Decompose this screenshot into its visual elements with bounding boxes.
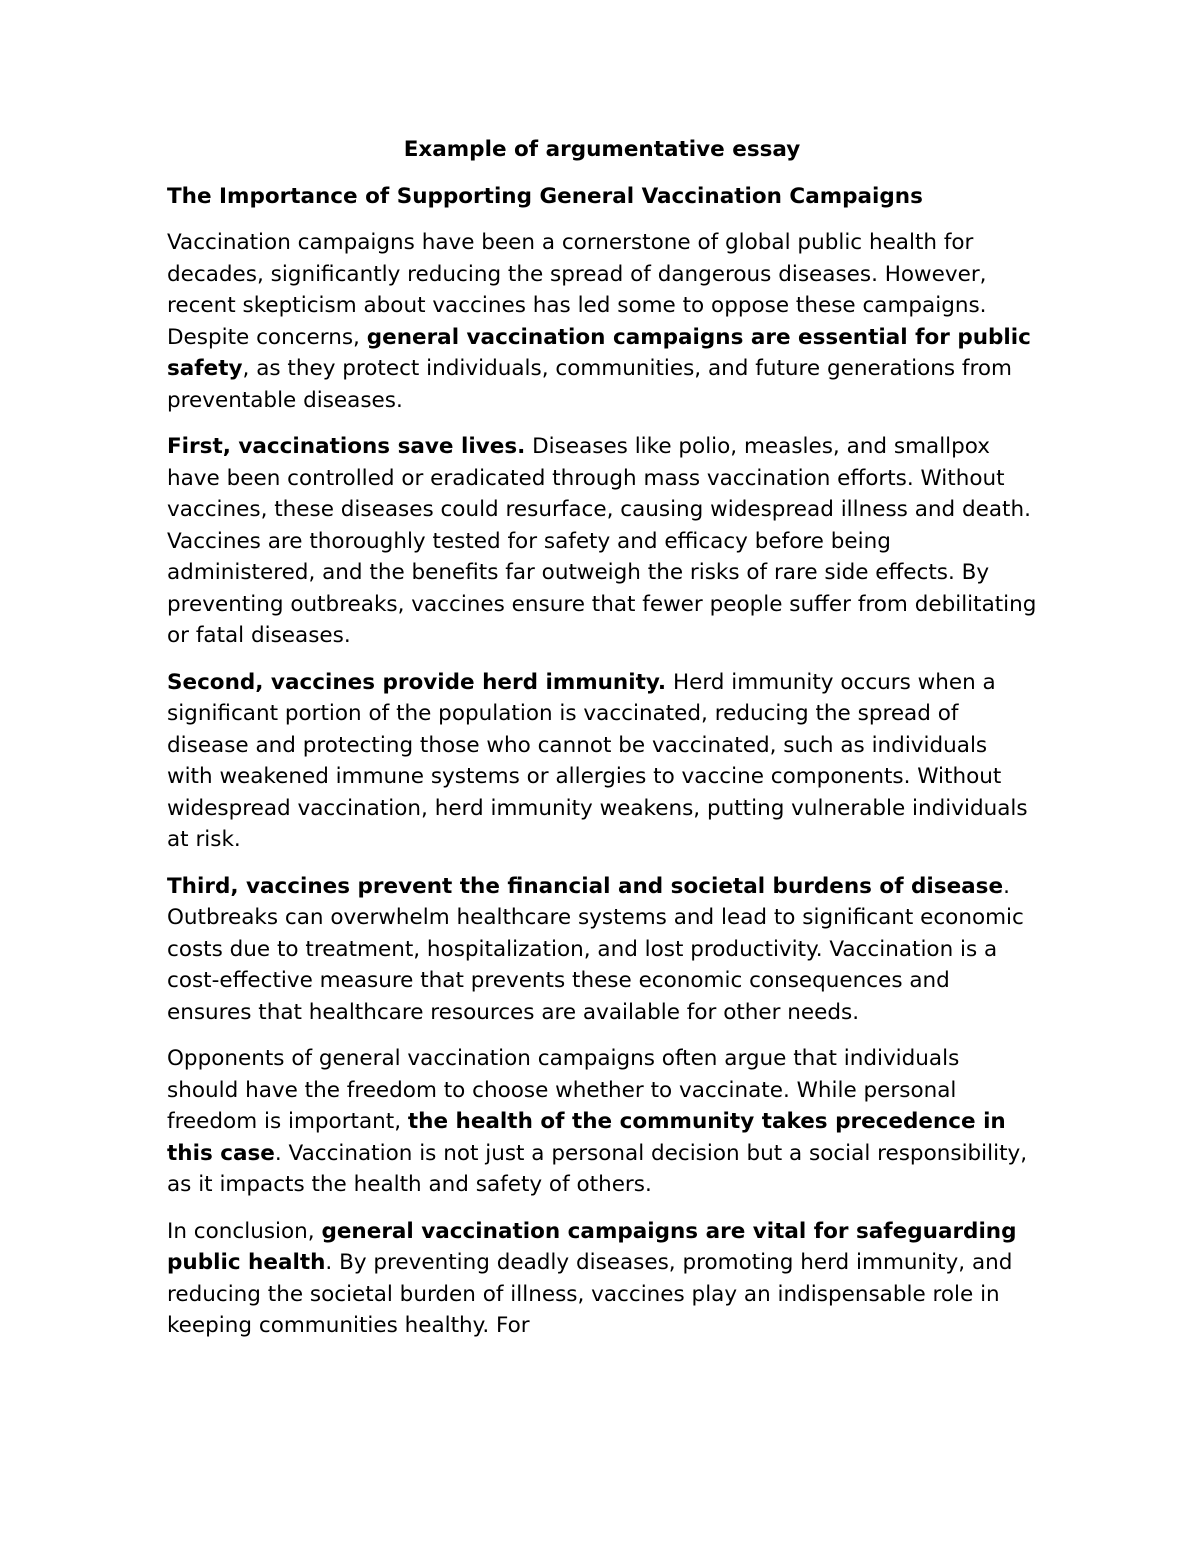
paragraph-text: Diseases like polio, measles, and smallpox have been controlled or eradicated through mass vaccination efforts. Without vaccines, these diseases could resurface, causing widespread illness and death. Vaccines are thoroughly tested for safety and efficacy before being administered, and the benefits far outweigh the risks of rare side effects. By preventing outbreaks, vaccines ensure that fewer people suffer from debilitating or fatal diseases. [167,434,1037,648]
paragraph-text: . By preventing deadly diseases, promoting herd immunity, and reducing the societal burden of illness, vaccines play an indispensable role in keeping communities healthy. For [167,1250,1013,1338]
paragraph-introduction [167,227,1037,416]
paragraph-bold-text: general vaccination campaigns are essential for public safety [167,324,1031,381]
paragraph-text: In conclusion, [167,1218,322,1244]
essay-title: The Importance of Supporting General Vaccination Campaigns [167,183,923,209]
paragraph-text: , as they protect individuals, communities, and future generations from preventable diseases. [167,356,1012,413]
paragraph-bold-text: general vaccination campaigns are vital for safeguarding public health [167,1218,1017,1275]
paragraph-bold-text: First, vaccinations save lives. [167,434,526,459]
paragraph-text: . Vaccination is not just a personal decision but a social responsibility, as it impacts the health and safety of others. [167,1140,1028,1197]
paragraph-bold-text: Second, vaccines provide herd immunity. [167,669,667,695]
paragraph-third-point [167,871,1037,1029]
paragraph-first-point [167,431,1037,652]
paragraph-text: . Outbreaks can overwhelm healthcare systems and lead to significant economic costs due to treatment, hospitalization, and lost productivity. Vaccination is a cost-effective measure that prevents these economic consequences and ensures that healthcare resources are available for other needs. [167,873,1024,1025]
document-heading: Example of argumentative essay [403,137,801,162]
paragraph-text: Opponents of general vaccination campaigns often argue that individuals should have the freedom to choose whether to vaccinate. While personal freedom is important, [167,1046,960,1134]
paragraph-bold-text: the health of the community takes precedence in this case [167,1109,1006,1166]
document-page [167,134,1037,1357]
paragraph-second-point [167,667,1037,856]
paragraph-bold-text: Third, vaccines prevent the financial and societal burdens of disease [167,873,1004,899]
paragraph-conclusion [167,1216,1037,1342]
paragraph-counterargument [167,1043,1037,1201]
paragraph-text: Vaccination campaigns have been a cornerstone of global public health for decades, significantly reducing the spread of dangerous diseases. However, recent skepticism about vaccines has led some to oppose these campaigns. Despite concerns, [167,230,987,350]
paragraph-text: Herd immunity occurs when a significant portion of the population is vaccinated, reducing the spread of disease and protecting those who cannot be vaccinated, such as individuals with weakened immune systems or allergies to vaccine components. Without widespread vaccination, herd immunity weakens, putting vulnerable individuals at risk. [167,669,1028,852]
